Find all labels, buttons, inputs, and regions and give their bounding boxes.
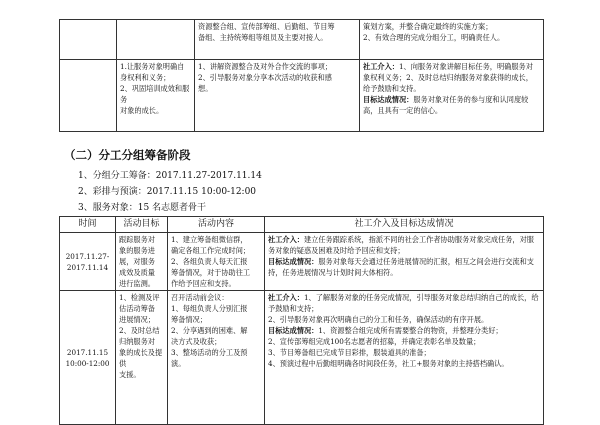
intro-item: 2、引导服务对象再次明确自己的分工和任务，确保活动的有序开展。 bbox=[268, 315, 489, 324]
cell-line: 3、整场活动的分工及预 bbox=[171, 348, 248, 357]
result-item: 3、节目筹备组已完成节目彩排，服装道具的准备； bbox=[268, 348, 431, 357]
info-line: 3、服务对象：15 名志愿者骨干 bbox=[78, 203, 207, 213]
time-line: 2017.11.15 bbox=[66, 347, 109, 357]
table-cell bbox=[195, 20, 360, 60]
cell-line: 1、每组负责人分别汇报 bbox=[171, 304, 248, 313]
cell-line: 进展情况； bbox=[119, 315, 155, 324]
intro-label: 社工介入： bbox=[363, 62, 399, 71]
result-text: 服务对象每天会通过任务进展情况的汇报，相互之间会进行交流和支持，任务进展情况与计划时间大体相符。 bbox=[268, 257, 534, 277]
intro-text: 建立任务跟踪系统，指派不同的社会工作者协助服务对象完成任务，对服务对象的疑惑及困难及时给予回应和支持； bbox=[268, 235, 534, 255]
table-row bbox=[60, 60, 544, 132]
table-cell bbox=[60, 60, 117, 132]
cell-line: 1、讲解资源整合及对外合作交流的事项； bbox=[198, 62, 332, 71]
intervention-cell bbox=[265, 233, 544, 291]
goal-cell bbox=[116, 233, 168, 291]
result-text: 服务对象对任务的参与度和认同度较高，且具有一定的信心。 bbox=[363, 95, 529, 115]
table-cell bbox=[117, 60, 195, 132]
table-cell bbox=[60, 20, 117, 60]
cell-line: 跟踪服务对 bbox=[119, 235, 155, 244]
cell-line: 2、巩固培训成效和服务 bbox=[120, 84, 190, 104]
info-line: 2、彩排与预演：2017.11.15 10:00-12:00 bbox=[78, 187, 257, 197]
time-line: 2017.11.14 bbox=[66, 262, 109, 272]
time-cell bbox=[60, 291, 116, 425]
cell-line: 支援。 bbox=[119, 370, 141, 379]
result-item: 2、宣传部筹组完成100名志愿者的招募，并确定表彰名单及数量； bbox=[268, 337, 481, 346]
intro-item: 1、了解服务对象的任务完成情况，引导服务对象总结归纳自己的成长，给予鼓励和支持； bbox=[268, 293, 539, 313]
time-line: 2017.11.27- bbox=[65, 251, 110, 261]
cell-line: 进行监测。 bbox=[119, 279, 155, 288]
cell-line: 估活动筹备 bbox=[119, 304, 155, 313]
activity-table bbox=[59, 216, 544, 425]
table-row bbox=[60, 233, 544, 291]
activity-table-continued bbox=[59, 19, 544, 132]
time-line: 10:00-12:00 bbox=[65, 358, 110, 368]
cell-line: 2、分享遇到的困难、解 bbox=[171, 326, 248, 335]
cell-line: 2、各组负责人每天汇报 bbox=[171, 257, 248, 266]
cell-line: 1、建立筹备组微信群， bbox=[171, 235, 248, 244]
cell-line: 2、及时总结 bbox=[119, 326, 160, 335]
intro-label: 社工介入： bbox=[268, 235, 304, 244]
cell-line: 确定各组工作完成时间； bbox=[171, 246, 251, 255]
result-label: 目标达成情况： bbox=[363, 95, 414, 104]
cell-line: 2、有效合理的完成分组分工，明确责任人。 bbox=[363, 33, 505, 42]
cell-line: 象的服务进 bbox=[119, 246, 155, 255]
result-label: 目标达成情况： bbox=[268, 257, 319, 266]
cell-line: 象的成长及提供 bbox=[119, 348, 163, 368]
table-cell bbox=[117, 20, 195, 60]
result-item: 4、预演过程中后勤组明确各时间段任务，社工+服务对象的主持搭档确认。 bbox=[268, 359, 509, 368]
intro-text: 1、向服务对象讲解目标任务，明确服务对象权利义务；2、及时总结归纳服务对象获得的成长，给予鼓励和支持。 bbox=[363, 62, 533, 93]
cell-line: 筹备情况，对于协助往工 bbox=[171, 268, 251, 277]
cell-line: 筹备情况； bbox=[171, 315, 207, 324]
result-item: 1、资源整合组完成所有需要整合的物资，并整理分类好； bbox=[318, 326, 503, 335]
cell-line: 备组、主持统筹组等组员及主要对接人。 bbox=[198, 33, 328, 42]
section-title: （二）分工分组筹备阶段 bbox=[64, 148, 191, 162]
result-label: 目标达成情况： bbox=[268, 326, 319, 335]
cell-line: 展，对服务 bbox=[119, 257, 155, 266]
cell-line: 成效及质量 bbox=[119, 268, 155, 277]
intervention-cell bbox=[265, 291, 544, 425]
cell-line: 策划方案，并整合确定最终的实施方案； bbox=[363, 22, 493, 31]
table-cell bbox=[360, 20, 544, 60]
cell-line: 想。 bbox=[198, 84, 213, 93]
header-goal: 活动目标 bbox=[116, 217, 168, 233]
cell-line: 资源整合组、宣传部筹组、后勤组、节目筹 bbox=[198, 22, 335, 31]
cell-line: 1.让服务对象明确自 bbox=[120, 62, 185, 71]
table-header-row bbox=[60, 217, 544, 233]
intro-label: 社工介入： bbox=[268, 293, 304, 302]
goal-cell bbox=[116, 291, 168, 425]
cell-line: 1、检测及评 bbox=[119, 293, 160, 302]
cell-line: 身权利和义务； bbox=[120, 73, 171, 82]
cell-line: 2、引导服务对象分享本次活动的收获和感 bbox=[198, 73, 332, 82]
info-line: 1、分组分工筹备：2017.11.27-2017.11.14 bbox=[78, 171, 262, 181]
cell-line: 作给予回应和支持。 bbox=[171, 279, 236, 288]
table-cell bbox=[360, 60, 544, 132]
table-cell bbox=[195, 60, 360, 132]
cell-line: 演。 bbox=[171, 359, 186, 368]
table-row bbox=[60, 291, 544, 425]
time-cell bbox=[60, 233, 116, 291]
cell-line: 对象的成长。 bbox=[120, 106, 164, 115]
cell-line: 决方式及收获； bbox=[171, 337, 222, 346]
content-cell bbox=[168, 233, 265, 291]
table-row bbox=[60, 20, 544, 60]
header-content: 活动内容 bbox=[168, 217, 265, 233]
content-cell bbox=[168, 291, 265, 425]
header-intervention: 社工介入及目标达成情况 bbox=[265, 217, 544, 233]
header-time: 时间 bbox=[60, 217, 116, 233]
cell-line: 归纳服务对 bbox=[119, 337, 155, 346]
cell-line: 召开活动前会议： bbox=[171, 293, 229, 302]
